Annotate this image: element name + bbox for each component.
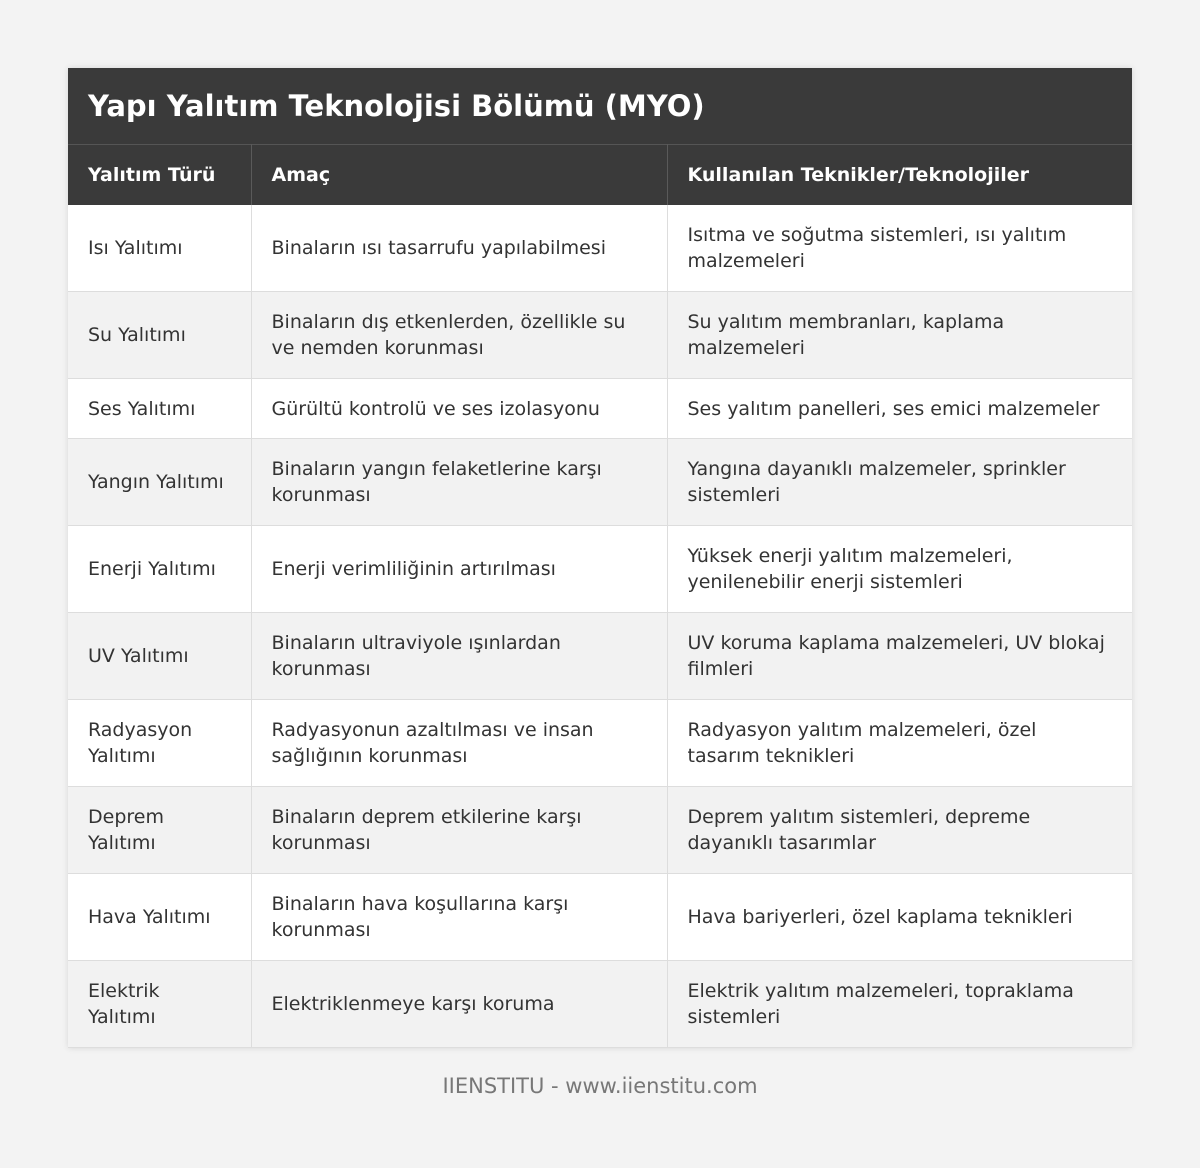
cell-techniques: Deprem yalıtım sistemleri, depreme dayanıklı tasarımlar: [667, 787, 1132, 874]
cell-purpose: Gürültü kontrolü ve ses izolasyonu: [251, 379, 667, 439]
table-row: [68, 787, 1132, 874]
cell-techniques: Radyasyon yalıtım malzemeleri, özel tasarım teknikleri: [667, 700, 1132, 787]
cell-techniques: UV koruma kaplama malzemeleri, UV blokaj filmleri: [667, 613, 1132, 700]
cell-techniques: Isıtma ve soğutma sistemleri, ısı yalıtım malzemeleri: [667, 205, 1132, 292]
cell-purpose: Elektriklenmeye karşı koruma: [251, 961, 667, 1048]
page-title: Yapı Yalıtım Teknolojisi Bölümü (MYO): [68, 68, 1132, 144]
cell-type: UV Yalıtımı: [68, 613, 251, 700]
table-row: [68, 205, 1132, 292]
cell-type: Yangın Yalıtımı: [68, 439, 251, 526]
cell-techniques: Elektrik yalıtım malzemeleri, topraklama sistemleri: [667, 961, 1132, 1048]
table-card: [68, 68, 1132, 1048]
table-row: [68, 700, 1132, 787]
cell-type: Hava Yalıtımı: [68, 874, 251, 961]
table-row: [68, 439, 1132, 526]
cell-type: Deprem Yalıtımı: [68, 787, 251, 874]
cell-purpose: Binaların dış etkenlerden, özellikle su ve nemden korunması: [251, 292, 667, 379]
table-row: [68, 613, 1132, 700]
cell-purpose: Radyasyonun azaltılması ve insan sağlığının korunması: [251, 700, 667, 787]
cell-techniques: Yüksek enerji yalıtım malzemeleri, yenilenebilir enerji sistemleri: [667, 526, 1132, 613]
cell-techniques: Ses yalıtım panelleri, ses emici malzemeler: [667, 379, 1132, 439]
table-row: [68, 961, 1132, 1048]
cell-purpose: Enerji verimliliğinin artırılması: [251, 526, 667, 613]
cell-purpose: Binaların ultraviyole ışınlardan korunması: [251, 613, 667, 700]
table-row: [68, 379, 1132, 439]
cell-type: Isı Yalıtımı: [68, 205, 251, 292]
cell-type: Su Yalıtımı: [68, 292, 251, 379]
table-header-row: [68, 145, 1132, 205]
column-header-type: Yalıtım Türü: [68, 145, 251, 205]
data-table: [68, 144, 1132, 1048]
table-row: [68, 292, 1132, 379]
cell-techniques: Su yalıtım membranları, kaplama malzemeleri: [667, 292, 1132, 379]
cell-purpose: Binaların deprem etkilerine karşı korunması: [251, 787, 667, 874]
footer-credit: IIENSTITU - www.iienstitu.com: [442, 1074, 758, 1098]
cell-type: Elektrik Yalıtımı: [68, 961, 251, 1048]
table-row: [68, 526, 1132, 613]
cell-type: Ses Yalıtımı: [68, 379, 251, 439]
cell-type: Enerji Yalıtımı: [68, 526, 251, 613]
column-header-purpose: Amaç: [251, 145, 667, 205]
table-row: [68, 874, 1132, 961]
cell-purpose: Binaların yangın felaketlerine karşı korunması: [251, 439, 667, 526]
cell-techniques: Yangına dayanıklı malzemeler, sprinkler sistemleri: [667, 439, 1132, 526]
cell-techniques: Hava bariyerleri, özel kaplama teknikleri: [667, 874, 1132, 961]
cell-type: Radyasyon Yalıtımı: [68, 700, 251, 787]
column-header-techniques: Kullanılan Teknikler/Teknolojiler: [667, 145, 1132, 205]
cell-purpose: Binaların ısı tasarrufu yapılabilmesi: [251, 205, 667, 292]
cell-purpose: Binaların hava koşullarına karşı korunması: [251, 874, 667, 961]
